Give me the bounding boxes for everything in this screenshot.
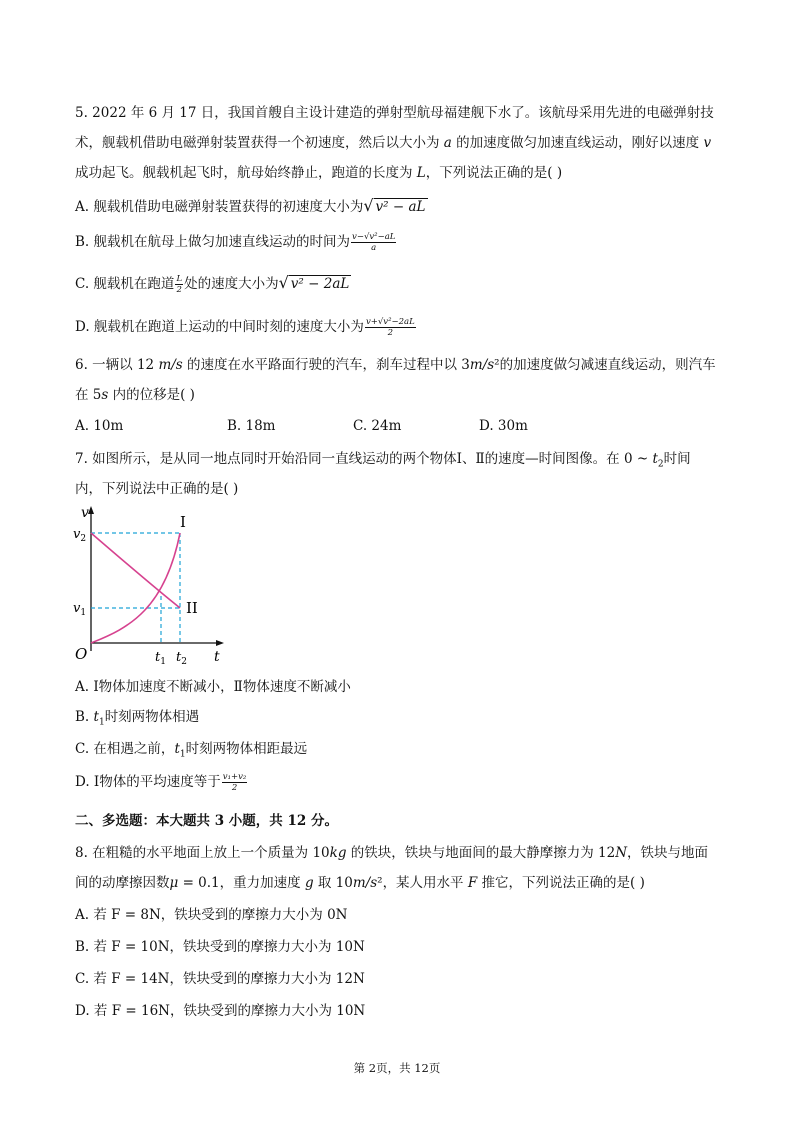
q8-text: ，某人用水平 — [382, 875, 468, 891]
v2-subscript: 2 — [80, 534, 87, 544]
q8-symbol-F: F — [467, 875, 478, 891]
q7-stem-line-2: 内，下列说法中正确的是( ) — [75, 481, 239, 497]
q5-option-d — [75, 317, 417, 338]
q5-option-a — [75, 197, 428, 216]
v-axis-label: v — [81, 505, 89, 521]
q8-option-c: C. 若 F = 14N，铁块受到的摩擦力大小为 12N — [75, 971, 365, 987]
option-text: 时刻两物体相距最远 — [185, 741, 308, 757]
q8-text: 的铁块，铁块与地面间的最大静摩擦力为 12 — [346, 845, 616, 861]
q5-text: ，下列说法正确的是( ) — [425, 165, 563, 181]
fraction — [222, 772, 248, 793]
v1-symbol: v — [73, 601, 81, 616]
t-axis-arrow-icon — [216, 640, 224, 646]
q7-option-c — [75, 740, 307, 764]
denominator: a — [371, 243, 377, 253]
sqrt-expression: √ v² − 2aL — [278, 273, 350, 292]
v2-label — [73, 527, 86, 544]
q8-option-b: B. 若 F = 10N，铁块受到的摩擦力大小为 10N — [75, 939, 365, 955]
q8-text: 推它，下列说法正确的是( ) — [477, 875, 645, 891]
q8-text: 取 10 — [313, 875, 353, 891]
q5-stem-line-1: 5. 2022 年 6 月 17 日，我国首艘自主设计建造的弹射型航母福建舰下水了。该航母采用先进的电磁弹射技 — [75, 105, 714, 121]
q8-symbol-g: g — [304, 875, 314, 891]
q8-text: 8. 在粗糙的水平地面上放上一个质量为 10 — [75, 845, 330, 861]
q7-option-d — [75, 772, 248, 793]
option-text: A. 舰载机借助电磁弹射装置获得的初速度大小为 — [75, 199, 364, 215]
q8-stem-line-2 — [75, 874, 645, 892]
q7-subscript: 2 — [657, 459, 664, 470]
numerator: v−√v²−aL — [352, 232, 396, 242]
q8-option-a: A. 若 F = 8N，铁块受到的摩擦力大小为 0N — [75, 907, 348, 923]
denominator: 2 — [387, 328, 394, 338]
q8-text: 间的动摩擦因数 — [75, 875, 170, 891]
q5-stem-line-2 — [75, 134, 711, 152]
q6-exponent: ² — [494, 357, 500, 373]
q8-option-d: D. 若 F = 16N，铁块受到的摩擦力大小为 10N — [75, 1003, 366, 1019]
q6-option-d: D. 30m — [479, 418, 528, 434]
page-footer: 第 2页，共 12页 — [353, 1061, 441, 1075]
q7-option-a: A. Ⅰ物体加速度不断减小，Ⅱ物体速度不断减小 — [75, 679, 351, 695]
curve-object-II — [91, 533, 180, 608]
t2-subscript: 2 — [181, 657, 187, 667]
option-text: B. 舰载机在航母上做匀加速直线运动的时间为 — [75, 234, 351, 250]
option-text: 处的速度大小为 — [184, 276, 279, 292]
q8-unit: kg — [329, 845, 347, 861]
q5-option-b — [75, 232, 397, 253]
t2-symbol: t — [176, 650, 182, 665]
q6-unit: m/s — [158, 357, 183, 373]
q8-stem-line-1 — [75, 844, 708, 862]
q5-symbol-a: a — [443, 135, 452, 151]
q6-text: 的速度在水平路面行驶的汽车，刹车过程中以 3 — [182, 357, 470, 373]
q8-text: ，铁块与地面 — [627, 845, 709, 861]
numerator: L — [176, 274, 183, 284]
q5-symbol-v: v — [703, 135, 712, 151]
option-text: B. — [75, 709, 94, 725]
t2-label — [176, 650, 187, 667]
q6-stem-line-2 — [75, 386, 195, 404]
q6-text: 6. 一辆以 12 — [75, 357, 159, 373]
symbol-t: t — [174, 741, 180, 757]
q6-option-c: C. 24m — [353, 418, 402, 434]
fraction — [351, 232, 396, 253]
q7-stem-line-1 — [75, 450, 691, 474]
q6-unit: s — [101, 387, 109, 403]
q6-unit: m/s — [469, 357, 495, 373]
q5-text: 术，舰载机借助电磁弹射装置获得一个初速度，然后以大小为 — [75, 135, 444, 151]
numerator: v₁+v₂ — [222, 772, 247, 782]
option-text: 时刻两物体相遇 — [104, 709, 200, 725]
t1-subscript: 1 — [160, 657, 166, 667]
sqrt-expression: √ v² − aL — [363, 196, 426, 215]
t-axis-label: t — [214, 649, 220, 665]
q7-option-b — [75, 708, 199, 732]
denominator: 2 — [176, 285, 182, 295]
q6-stem-line-1 — [75, 356, 716, 374]
option-text: C. 舰载机在跑道 — [75, 276, 175, 292]
q7-text: 7. 如图所示，是从同一地点同时开始沿同一直线运动的两个物体Ⅰ、Ⅱ的速度—时间图像。在 0 ~ — [75, 451, 653, 467]
radicand: v² − aL — [375, 199, 426, 215]
subscript: 1 — [98, 717, 105, 728]
origin-label: O — [75, 645, 88, 663]
q5-stem-line-3 — [75, 164, 562, 182]
v1-subscript: 1 — [80, 608, 87, 618]
q5-symbol-L: L — [416, 165, 426, 181]
q6-text: 内的位移是( ) — [108, 387, 195, 403]
t1-symbol: t — [155, 650, 161, 665]
q7-text: 时间 — [663, 451, 691, 467]
t1-label — [155, 650, 166, 667]
option-text: D. Ⅰ物体的平均速度等于 — [75, 774, 221, 790]
q8-unit: m/s — [352, 875, 378, 891]
denominator: 2 — [231, 783, 238, 793]
section-heading-multiple-choice: 二、多选题：本大题共 3 小题，共 12 分。 — [75, 813, 338, 829]
q6-text: 在 5 — [75, 387, 102, 403]
v2-symbol: v — [73, 527, 81, 542]
label-object-II: II — [186, 599, 198, 617]
numerator: v+√v²−2aL — [365, 317, 415, 327]
subscript: 1 — [179, 749, 186, 760]
q5-text: 成功起飞。舰载机起飞时，航母始终静止，跑道的长度为 — [75, 165, 417, 181]
q6-option-b: B. 18m — [227, 418, 276, 434]
curve-object-I — [91, 533, 180, 643]
v1-label — [73, 601, 86, 618]
symbol-t: t — [93, 709, 99, 725]
fraction — [365, 317, 416, 338]
q5-text: 的加速度做匀加速直线运动，刚好以速度 — [451, 135, 704, 151]
q8-text: = 0.1，重力加速度 — [178, 875, 305, 891]
q7-symbol-t: t — [652, 451, 658, 467]
q5-option-c — [75, 274, 351, 295]
q8-symbol-mu: μ — [169, 875, 179, 891]
option-text: C. 在相遇之前， — [75, 741, 175, 757]
q6-option-a: A. 10m — [75, 418, 124, 434]
q8-exponent: ² — [377, 875, 383, 891]
option-text: D. 舰载机在跑道上运动的中间时刻的速度大小为 — [75, 319, 364, 335]
fraction — [175, 274, 183, 295]
radicand: v² − 2aL — [290, 276, 350, 292]
velocity-time-graph — [70, 503, 240, 673]
q8-unit: N — [615, 845, 628, 861]
q6-text: 的加速度做匀减速直线运动，则汽车 — [499, 357, 716, 373]
dashed-guides — [91, 533, 180, 643]
label-object-I: I — [180, 513, 186, 531]
